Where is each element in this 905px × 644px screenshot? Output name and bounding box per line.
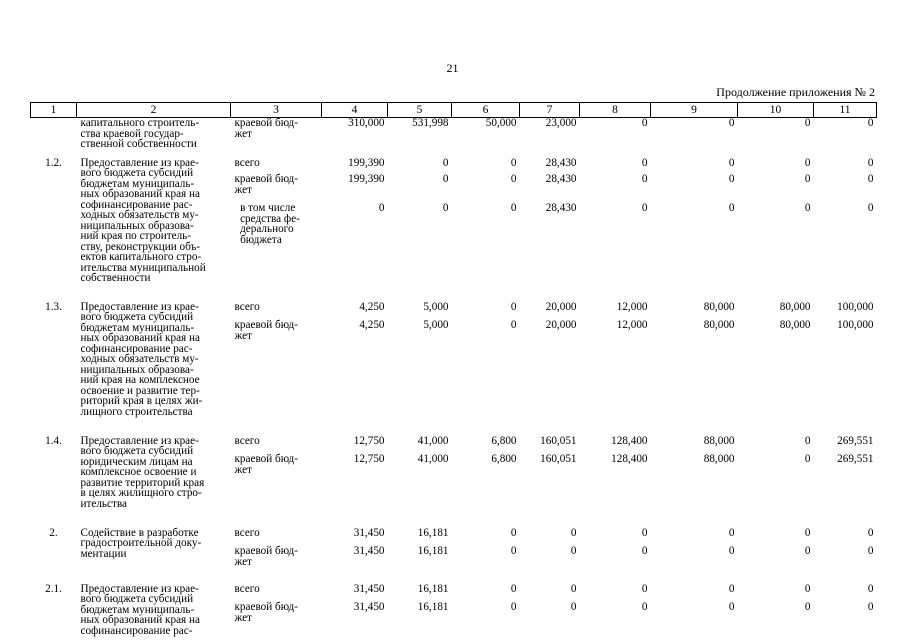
value-cell (651, 150, 738, 294)
value-cell (388, 428, 452, 520)
value: 16,181 (417, 582, 449, 595)
funding-source: всего (234, 582, 260, 595)
value: 100,000 (837, 300, 874, 313)
value: 0 (641, 545, 648, 557)
value: 16,181 (417, 526, 449, 539)
value-cell (388, 118, 452, 150)
value: 5,000 (423, 319, 449, 331)
value: 0 (510, 526, 517, 539)
row-description: Предоставление из крае- вого бюджета субсидий бюджетам муниципаль- ных образований края на софинансирование рас- ходных обязательств му- ниципальных образова- ний края на комплексное освоение и развитие тер- риторий края в целях жи- лищного строительства (80, 300, 203, 418)
value: 0 (442, 202, 449, 214)
value: 88,000 (703, 453, 735, 465)
value-cell (520, 520, 580, 576)
value: 6,800 (491, 434, 517, 447)
value: 0 (804, 601, 811, 613)
funding-source: в том числе средства фе- дерального бюджета (240, 202, 300, 246)
funding-source: краевой бюд- жет (234, 453, 298, 476)
value: 0 (804, 173, 811, 185)
col-header: 2 (77, 103, 231, 118)
value: 0 (510, 601, 517, 613)
value: 12,000 (616, 300, 648, 313)
row-number: 1.3. (45, 300, 62, 313)
funding-source-cell (231, 520, 322, 576)
value: 0 (867, 156, 874, 169)
row-number: 2. (49, 526, 58, 539)
value: 269,551 (837, 453, 874, 465)
value-cell (388, 520, 452, 576)
value-cell (452, 576, 520, 644)
row-description: Содействие в разработке градостроительной доку- ментации (80, 526, 202, 560)
value-cell (651, 576, 738, 644)
value-cell (738, 294, 814, 428)
table-section-row (31, 428, 877, 520)
value-cell (814, 520, 877, 576)
value: 0 (728, 156, 735, 169)
value: 0 (442, 173, 449, 185)
value: 0 (641, 117, 648, 129)
value: 0 (804, 582, 811, 595)
value-cell (580, 118, 651, 150)
value: 0 (570, 545, 577, 557)
value-cell (651, 428, 738, 520)
row-description: капитального строитель- ства краевой государ- ственной собственности (80, 117, 200, 150)
value: 0 (641, 526, 648, 539)
value: 0 (728, 582, 735, 595)
value: 0 (804, 545, 811, 557)
value: 531,998 (412, 117, 449, 129)
value: 80,000 (703, 300, 735, 313)
value: 0 (867, 117, 874, 129)
col-header: 8 (580, 103, 651, 118)
value: 0 (804, 434, 811, 447)
funding-source-cell (231, 150, 322, 294)
value: 0 (804, 526, 811, 539)
value-cell (580, 520, 651, 576)
value-cell (520, 118, 580, 150)
value: 0 (728, 526, 735, 539)
value: 12,000 (616, 319, 648, 331)
value-cell (738, 118, 814, 150)
funding-source-cell (231, 576, 322, 644)
value: 50,000 (485, 117, 517, 129)
col-header: 7 (520, 103, 580, 118)
value: 0 (804, 117, 811, 129)
value-cell (520, 150, 580, 294)
value-cell (580, 294, 651, 428)
value: 0 (641, 202, 648, 214)
value-cell (738, 428, 814, 520)
value: 20,000 (545, 319, 577, 331)
value-cell (322, 576, 388, 644)
value-cell (738, 520, 814, 576)
funding-source: краевой бюд- жет (234, 545, 298, 568)
value: 31,450 (353, 545, 385, 557)
value: 28,430 (545, 202, 577, 214)
header-row (31, 103, 877, 118)
value-cell (452, 428, 520, 520)
funding-source: всего (234, 300, 260, 313)
value: 0 (867, 202, 874, 214)
row-number: 1.2. (45, 156, 62, 169)
value: 41,000 (417, 453, 449, 465)
value-cell (651, 294, 738, 428)
value: 0 (442, 156, 449, 169)
value: 269,551 (837, 434, 874, 447)
value: 0 (867, 526, 874, 539)
col-header: 9 (651, 103, 738, 118)
value-cell (814, 150, 877, 294)
row-description: Предоставление из крае- вого бюджета субсидий бюджетам муниципаль- ных образований края на софинансирование рас- (80, 582, 200, 637)
value: 6,800 (491, 453, 517, 465)
value: 0 (510, 582, 517, 595)
value-cell (452, 520, 520, 576)
value-cell (580, 576, 651, 644)
funding-source-cell (231, 428, 322, 520)
row-description: Предоставление из крае- вого бюджета субсидий бюджетам муниципаль- ных образований края на софинансирование рас- ходных обязательств му- ниципальных образова- ний края по строитель- ству, реконструкции объ- ектов капитального стро- ительства муниципальной собственности (80, 156, 206, 284)
value: 0 (804, 156, 811, 169)
value: 0 (728, 173, 735, 185)
value: 199,390 (348, 156, 385, 169)
value: 5,000 (423, 300, 449, 313)
funding-source: всего (234, 156, 260, 169)
value: 0 (510, 545, 517, 557)
value-cell (520, 294, 580, 428)
value: 0 (804, 453, 811, 465)
value: 0 (728, 202, 735, 214)
value: 0 (641, 601, 648, 613)
col-header: 4 (322, 103, 388, 118)
value: 28,430 (545, 173, 577, 185)
value-cell (520, 428, 580, 520)
value-cell (322, 294, 388, 428)
value-cell (388, 576, 452, 644)
value: 31,450 (353, 601, 385, 613)
value-cell (814, 576, 877, 644)
value: 128,400 (611, 434, 648, 447)
col-header: 1 (31, 103, 77, 118)
funding-source: всего (234, 434, 260, 447)
col-header: 10 (738, 103, 814, 118)
value: 0 (510, 202, 517, 214)
value: 28,430 (545, 156, 577, 169)
value-cell (322, 428, 388, 520)
value-cell (651, 520, 738, 576)
table-section-row (31, 150, 877, 294)
value: 0 (570, 582, 577, 595)
value: 80,000 (703, 319, 735, 331)
value-cell (322, 118, 388, 150)
table-section-row (31, 576, 877, 644)
value: 0 (867, 601, 874, 613)
col-header: 3 (231, 103, 322, 118)
value: 160,051 (540, 434, 577, 447)
value: 0 (510, 319, 517, 331)
value: 41,000 (417, 434, 449, 447)
value-cell (580, 150, 651, 294)
value-cell (814, 294, 877, 428)
value-cell (388, 150, 452, 294)
funding-source: краевой бюд- жет (234, 319, 298, 342)
col-header: 5 (388, 103, 452, 118)
value: 0 (867, 173, 874, 185)
table-section-row (31, 520, 877, 576)
funding-source-cell (231, 118, 322, 150)
value: 31,450 (353, 526, 385, 539)
value: 310,000 (348, 117, 385, 129)
row-number: 1.4. (45, 434, 62, 447)
row-number (31, 118, 77, 150)
value: 0 (867, 582, 874, 595)
value: 0 (510, 300, 517, 313)
value-cell (322, 150, 388, 294)
value: 160,051 (540, 453, 577, 465)
funding-source: всего (234, 526, 260, 539)
col-header: 11 (814, 103, 877, 118)
funding-source-cell (231, 294, 322, 428)
value: 199,390 (348, 173, 385, 185)
table-section-row (31, 118, 877, 150)
budget-table (30, 102, 877, 644)
value: 16,181 (417, 545, 449, 557)
value: 0 (728, 545, 735, 557)
value: 0 (570, 601, 577, 613)
value: 16,181 (417, 601, 449, 613)
value: 80,000 (779, 319, 811, 331)
continuation-label: Продолжение приложения № 2 (716, 85, 875, 99)
value: 12,750 (353, 453, 385, 465)
row-description: Предоставление из крае- вого бюджета субсидий юридическим лицам на комплексное освоение и развитие территорий края в целях жилищного стро- ительства (80, 434, 205, 510)
value: 31,450 (353, 582, 385, 595)
value: 0 (378, 202, 385, 214)
value-cell (452, 150, 520, 294)
value-cell (452, 118, 520, 150)
value: 0 (728, 601, 735, 613)
value: 100,000 (837, 319, 874, 331)
value-cell (520, 576, 580, 644)
col-header: 6 (452, 103, 520, 118)
table-section-row (31, 294, 877, 428)
value: 0 (804, 202, 811, 214)
value: 0 (728, 117, 735, 129)
value: 80,000 (779, 300, 811, 313)
value-cell (651, 118, 738, 150)
funding-source: краевой бюд- жет (234, 173, 298, 196)
value-cell (814, 428, 877, 520)
value: 0 (641, 173, 648, 185)
value: 4,250 (359, 319, 385, 331)
value: 0 (867, 545, 874, 557)
value-cell (388, 294, 452, 428)
value-cell (452, 294, 520, 428)
value-cell (738, 576, 814, 644)
value: 0 (510, 173, 517, 185)
value: 4,250 (359, 300, 385, 313)
page-number: 21 (446, 61, 459, 75)
value: 88,000 (703, 434, 735, 447)
value: 23,000 (545, 117, 577, 129)
value: 0 (510, 156, 517, 169)
value-cell (814, 118, 877, 150)
value: 20,000 (545, 300, 577, 313)
value-cell (322, 520, 388, 576)
value: 0 (570, 526, 577, 539)
row-number: 2.1. (45, 582, 62, 595)
value: 0 (641, 582, 648, 595)
value: 12,750 (353, 434, 385, 447)
funding-source: краевой бюд- жет (234, 117, 298, 140)
value-cell (738, 150, 814, 294)
value: 0 (641, 156, 648, 169)
value: 128,400 (611, 453, 648, 465)
funding-source: краевой бюд- жет (234, 601, 298, 624)
value-cell (580, 428, 651, 520)
